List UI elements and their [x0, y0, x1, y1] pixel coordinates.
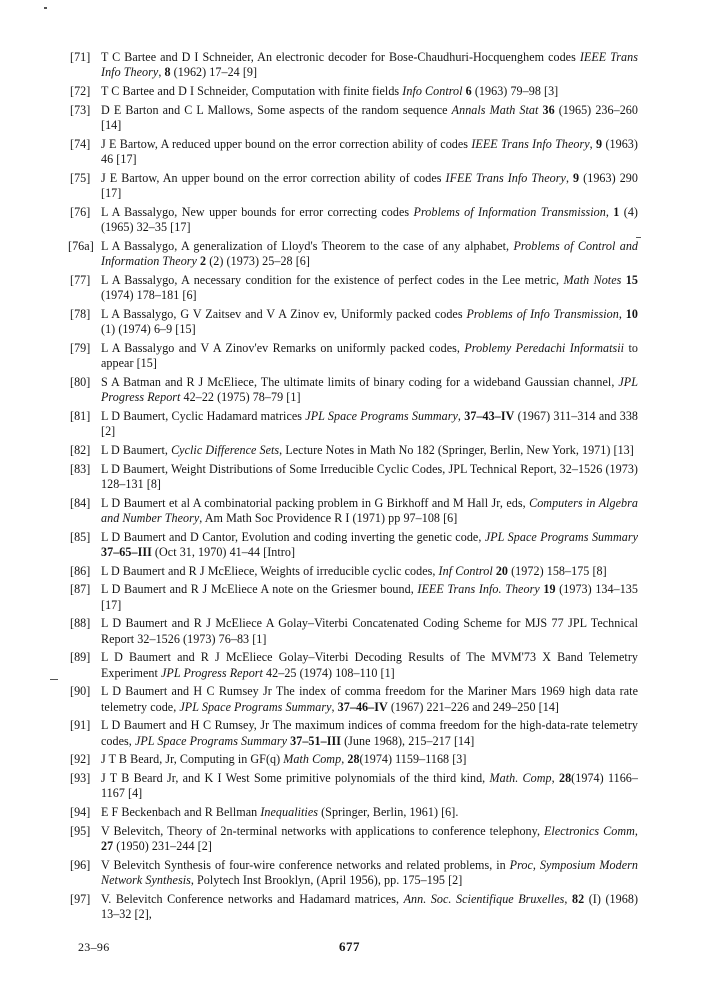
reference-segment: , Polytech Inst Brooklyn, (April 1956), pp. 175–195 [2]	[190, 873, 463, 888]
reference-title-italic: Computers in Algebra and Number Theory	[101, 495, 639, 525]
reference-volume-bold: 20	[495, 563, 509, 578]
reference-volume-bold: 82	[571, 891, 585, 906]
reference-number: [90]	[70, 684, 91, 699]
reference-number: [78]	[70, 306, 91, 321]
reference-number: [81]	[70, 408, 91, 423]
reference-entry	[70, 616, 638, 646]
reference-text	[101, 239, 638, 268]
reference-title-italic: JPL Space Programs Summary	[484, 529, 638, 544]
reference-number: [79]	[70, 340, 91, 355]
reference-segment: V Belevitch, Theory of 2n-terminal networks with applications to conference telephony,	[101, 823, 544, 838]
reference-entry	[70, 137, 638, 167]
reference-text	[101, 824, 638, 853]
reference-segment: J T B Beard, Jr, Computing in GF(q)	[101, 752, 284, 767]
reference-number: [87]	[70, 582, 91, 597]
reference-entry	[70, 650, 638, 680]
reference-segment: (Oct 31, 1970) 41–44 [Intro]	[151, 544, 296, 559]
reference-segment: L D Baumert and D Cantor, Evolution and coding inverting the genetic code,	[101, 529, 485, 544]
reference-text	[101, 496, 638, 525]
reference-text	[101, 718, 638, 747]
reference-segment: (1963) 79–98 [3]	[471, 84, 559, 98]
scan-mark	[44, 7, 47, 9]
reference-text	[101, 650, 638, 679]
reference-number: [75]	[70, 170, 91, 185]
reference-segment: L D Baumert et al A combinatorial packing problem in G Birkhoff and M Hall Jr, eds,	[101, 495, 530, 510]
reference-segment: V. Belevitch Conference networks and Hadamard matrices,	[101, 891, 404, 906]
reference-segment: (Springer, Berlin, 1961) [6].	[318, 805, 459, 820]
reference-volume-bold: 15	[625, 272, 638, 287]
reference-segment: L A Bassalygo and V A Zinov'ev Remarks on uniformly packed codes,	[101, 340, 465, 355]
reference-entry	[70, 307, 638, 337]
reference-entry	[70, 205, 638, 235]
reference-segment: L A Bassalygo, A necessary condition for the existence of perfect codes in the Lee metric,	[101, 272, 564, 287]
reference-segment: ,	[605, 204, 614, 219]
reference-segment: ,	[331, 699, 338, 714]
reference-entry	[70, 375, 638, 405]
reference-segment: ,	[589, 136, 597, 151]
reference-segment: T C Bartee and D I Schneider, Computation with finite fields	[101, 84, 403, 98]
reference-entry	[70, 50, 638, 80]
reference-segment: V Belevitch Synthesis of four-wire conference networks and related problems, in	[101, 857, 510, 872]
reference-segment: ,	[565, 170, 574, 185]
reference-entry	[70, 273, 638, 303]
reference-entry	[70, 496, 638, 526]
reference-title-italic: Info Control	[402, 84, 463, 98]
reference-segment: ,	[564, 891, 572, 906]
reference-segment: (1967) 311–314 and 338 [2]	[101, 408, 639, 438]
reference-title-italic: Problems of Information Transmission	[413, 204, 606, 219]
reference-number: [96]	[70, 857, 91, 872]
reference-number: [85]	[70, 529, 91, 544]
reference-entry	[70, 443, 638, 458]
reference-text	[101, 443, 634, 457]
reference-entry	[70, 892, 638, 922]
reference-text	[101, 858, 638, 887]
reference-segment: L D Baumert, Cyclic Hadamard matrices	[101, 408, 306, 423]
reference-text	[101, 307, 638, 336]
reference-segment: L A Bassalygo, New upper bounds for error correcting codes	[101, 204, 414, 219]
reference-segment: T C Bartee and D I Schneider, An electronic decoder for Bose-Chaudhuri-Hocquenghem codes	[101, 50, 580, 64]
reference-text	[101, 84, 558, 98]
reference-title-italic: JPL Space Programs Summary	[305, 408, 458, 423]
reference-volume-bold: 37–43–IV	[464, 408, 515, 423]
reference-text	[101, 684, 638, 713]
reference-segment: L D Baumert and H C Rumsey, Jr The maximum indices of comma freedom for the high-data-rate telemetry codes,	[101, 718, 638, 748]
reference-entry	[70, 84, 638, 99]
reference-title-italic: Problems of Control and Information Theory	[101, 238, 639, 268]
reference-segment: (1963) 290 [17]	[101, 170, 638, 200]
reference-title-italic: JPL Progress Report	[161, 665, 263, 680]
reference-entry	[70, 462, 638, 492]
reference-segment: , Am Math Soc Providence R I (1971) pp 97–108 [6]	[199, 510, 458, 525]
reference-volume-bold: 36	[542, 102, 555, 117]
reference-text	[101, 582, 638, 611]
reference-title-italic: JPL Progress Report	[101, 374, 638, 404]
reference-title-italic: Math. Comp	[489, 771, 552, 786]
reference-volume-bold: 9	[573, 170, 580, 185]
reference-text	[101, 616, 638, 645]
footer-signature: 23–96	[78, 940, 110, 954]
reference-volume-bold: 1	[613, 204, 620, 219]
reference-segment: (1963) 46 [17]	[101, 136, 638, 166]
reference-number: [89]	[70, 650, 91, 665]
reference-title-italic: JPL Space Programs Summary	[134, 733, 288, 748]
reference-title-italic: IEEE Trans Info Theory	[471, 136, 590, 151]
reference-volume-bold: 6	[465, 84, 472, 98]
reference-title-italic: Math Comp	[283, 752, 342, 767]
reference-text	[101, 462, 638, 491]
reference-text	[101, 892, 638, 921]
reference-segment: (June 1968), 215–217 [14]	[341, 733, 475, 748]
reference-segment: to appear [15]	[101, 340, 638, 370]
reference-entry	[70, 752, 638, 767]
reference-number: [72]	[70, 84, 91, 98]
reference-number: [71]	[70, 50, 91, 64]
reference-text	[101, 771, 638, 800]
reference-entry	[70, 771, 638, 801]
reference-segment: ,	[618, 306, 626, 321]
reference-volume-bold: 2	[200, 254, 207, 268]
reference-number: [73]	[70, 102, 91, 117]
reference-list	[70, 50, 638, 926]
reference-number: [88]	[70, 616, 91, 631]
reference-segment: (1950) 231–244 [2]	[113, 839, 212, 854]
reference-volume-bold: 37–46–IV	[337, 699, 388, 714]
reference-volume-bold: 19	[543, 582, 556, 597]
reference-number: [95]	[70, 823, 91, 838]
reference-segment: (1967) 221–226 and 249–250 [14]	[387, 699, 560, 714]
reference-volume-bold: 28	[347, 752, 360, 767]
reference-segment: L D Baumert and R J McEliece A Golay–Viterbi Concatenated Coding Scheme for MJS 77 JPL Technical Report 32–1526 (1973) 76–83 [1]	[101, 616, 638, 646]
reference-title-italic: Cyclic Difference Sets	[171, 442, 280, 457]
reference-segment: (1974) 178–181 [6]	[101, 288, 197, 302]
reference-entry	[70, 858, 638, 888]
reference-segment: L D Baumert and R J McEliece Golay–Viterbi Decoding Results of The MVM'73 X Band Telemetry Experiment	[101, 650, 638, 680]
reference-segment: (I) (1968) 13–32 [2],	[101, 891, 639, 922]
reference-segment: (1974) 1166–1167 [4]	[101, 771, 638, 801]
reference-title-italic: IEEE Trans Info Theory	[101, 50, 639, 80]
reference-text	[101, 752, 466, 766]
reference-text	[101, 564, 607, 578]
reference-entry	[70, 805, 638, 820]
reference-segment: J E Bartow, A reduced upper bound on the error correction ability of codes	[101, 136, 472, 151]
reference-segment: (1965) 236–260 [14]	[101, 102, 638, 132]
reference-entry	[70, 582, 638, 612]
reference-text	[101, 341, 638, 370]
reference-title-italic: JPL Space Programs Summary	[179, 699, 332, 714]
reference-volume-bold: 8	[164, 65, 171, 80]
reference-title-italic: Annals Math Stat	[451, 102, 539, 117]
reference-entry	[70, 718, 638, 748]
reference-segment: L A Bassalygo, G V Zaitsev and V A Zinov ev, Uniformly packed codes	[101, 306, 467, 321]
reference-text	[101, 205, 638, 234]
reference-segment: L D Baumert and R J McEliece, Weights of irreducible cyclic codes,	[101, 563, 439, 578]
reference-segment: ,	[634, 823, 638, 838]
reference-segment: (1962) 17–24 [9]	[170, 65, 258, 80]
reference-title-italic: Ann. Soc. Scientifique Bruxelles	[403, 891, 565, 906]
scan-mark	[50, 679, 58, 680]
reference-number: [76a]	[68, 238, 94, 253]
reference-entry	[70, 564, 638, 579]
reference-text	[101, 137, 638, 166]
reference-segment: J T B Beard Jr, and K I West Some primitive polynomials of the third kind,	[101, 771, 490, 786]
reference-number: [84]	[70, 495, 91, 510]
reference-segment: D E Barton and C L Mallows, Some aspects of the random sequence	[101, 102, 452, 117]
reference-segment: ,	[341, 752, 348, 767]
reference-number: [74]	[70, 136, 91, 151]
reference-entry	[70, 341, 638, 371]
reference-title-italic: Problems of Info Transmission	[466, 306, 619, 321]
reference-segment: (1972) 158–175 [8]	[508, 563, 607, 578]
reference-title-italic: Math Notes	[563, 272, 622, 287]
reference-title-italic: Inf Control	[438, 563, 493, 578]
reference-number: [83]	[70, 461, 91, 476]
reference-volume-bold: 37–51–III	[290, 733, 341, 748]
reference-segment: , Lecture Notes in Math No 182 (Springer, Berlin, New York, 1971) [13]	[279, 442, 634, 457]
reference-title-italic: Electronics Comm	[544, 823, 635, 838]
reference-number: [94]	[70, 805, 91, 820]
reference-segment: (4) (1965) 32–35 [17]	[101, 204, 638, 234]
reference-text	[101, 805, 458, 819]
reference-title-italic: Problemy Peredachi Informatsii	[464, 340, 625, 355]
reference-segment: (1973) 134–135 [17]	[101, 582, 638, 612]
reference-number: [97]	[70, 891, 91, 906]
reference-segment: S A Batman and R J McEliece, The ultimate limits of binary coding for a wideband Gaussian channel,	[101, 374, 619, 389]
reference-entry	[70, 684, 638, 714]
reference-number: [77]	[70, 272, 91, 287]
reference-title-italic: Inequalities	[260, 805, 319, 820]
reference-entry	[70, 103, 638, 133]
reference-entry	[70, 824, 638, 854]
reference-text	[101, 50, 638, 79]
reference-segment: ,	[158, 65, 165, 80]
reference-title-italic: IFEE Trans Info Theory	[445, 170, 566, 185]
reference-segment: L D Baumert,	[101, 442, 172, 457]
reference-segment: E F Beckenbach and R Bellman	[101, 805, 261, 820]
reference-segment: L D Baumert and R J McEliece A note on the Griesmer bound,	[101, 582, 418, 597]
reference-text	[101, 103, 638, 132]
reference-text	[101, 375, 638, 404]
reference-segment: L D Baumert and H C Rumsey Jr The index of comma freedom for the Mariner Mars 1969 high data rate telemetry code,	[101, 684, 638, 714]
reference-text	[101, 409, 638, 438]
reference-volume-bold: 9	[596, 136, 603, 151]
reference-segment: 42–25 (1974) 108–110 [1]	[262, 665, 395, 680]
reference-segment: 42–22 (1975) 78–79 [1]	[180, 390, 301, 404]
reference-number: [76]	[70, 204, 91, 219]
reference-text	[101, 171, 638, 200]
reference-volume-bold: 10	[625, 306, 638, 321]
reference-number: [91]	[70, 718, 91, 733]
reference-entry	[70, 409, 638, 439]
reference-entry	[70, 530, 638, 560]
reference-number: [80]	[70, 374, 91, 389]
reference-segment: J E Bartow, An upper bound on the error correction ability of codes	[101, 170, 446, 185]
reference-volume-bold: 27	[101, 839, 114, 854]
reference-segment: (1) (1974) 6–9 [15]	[101, 322, 196, 336]
reference-segment: ,	[457, 408, 465, 423]
reference-entry	[70, 171, 638, 201]
reference-segment: (1974) 1159–1168 [3]	[359, 752, 467, 767]
reference-number: [82]	[70, 442, 91, 457]
reference-text	[101, 530, 638, 559]
reference-segment: L A Bassalygo, A generalization of Lloyd's Theorem to the case of any alphabet,	[101, 238, 514, 253]
reference-volume-bold: 37–65–III	[101, 544, 152, 559]
reference-text	[101, 273, 638, 302]
reference-title-italic: Proc, Symposium Modern Network Synthesis	[101, 857, 638, 888]
reference-segment: (2) (1973) 25–28 [6]	[206, 254, 310, 268]
reference-segment: ,	[551, 771, 559, 786]
reference-number: [93]	[70, 771, 91, 786]
page-number: 677	[339, 939, 360, 954]
reference-title-italic: IEEE Trans Info. Theory	[417, 582, 540, 597]
reference-entry	[70, 239, 638, 269]
reference-number: [86]	[70, 563, 91, 578]
reference-volume-bold: 28	[558, 771, 572, 786]
reference-number: [92]	[70, 752, 91, 767]
reference-segment: L D Baumert, Weight Distributions of Some Irreducible Cyclic Codes, JPL Technical Report, 32–1526 (1973) 128–131 [8]	[101, 461, 638, 491]
